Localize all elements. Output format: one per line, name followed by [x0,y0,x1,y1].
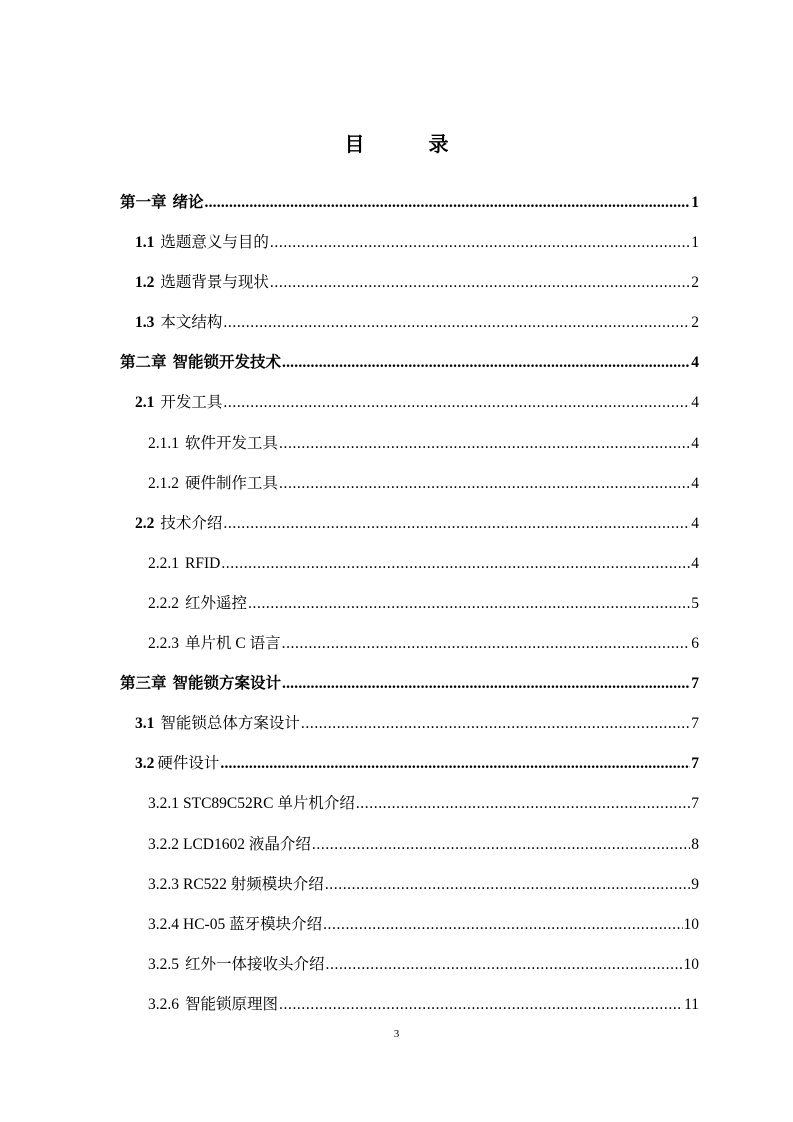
toc-page-number: 5 [691,594,699,612]
toc-entry-3-2-6[interactable] [120,985,699,1025]
toc-leader-dots [282,624,691,664]
toc-page-number: 2 [691,274,699,292]
toc-entry-2-1-1[interactable] [120,424,699,464]
toc-entry-label: 第一章 绪论 [120,194,204,211]
toc-page-number: 1 [691,194,699,211]
toc-page-number: 7 [691,755,699,773]
toc-leader-dots [223,504,690,544]
toc-entry-label: 3.2.2 LCD1602 液晶介绍 [148,835,311,853]
toc-entry-2-1[interactable] [120,383,699,423]
toc-entry-label: 2.1 开发工具 [135,394,223,412]
toc-page-number: 9 [691,875,699,893]
toc-entry-label: 3.2.6 智能锁原理图 [148,995,279,1013]
toc-entry-label: 3.2.3 RC522 射频模块介绍 [148,875,324,893]
toc-entry-label: 3.2.4 HC-05 蓝牙模块介绍 [148,915,323,933]
toc-page-number: 7 [691,795,699,813]
toc-entry-3-1[interactable] [120,704,699,744]
toc-leader-dots [279,985,683,1025]
toc-leader-dots [223,383,690,423]
toc-entry-label: 3.2 硬件设计 [135,755,220,773]
toc-entry-label: 第二章 智能锁开发技术 [120,354,282,372]
toc-page-number: 7 [691,675,699,693]
toc-entry-chapter-3[interactable] [120,664,699,704]
toc-leader-dots [282,343,690,383]
footer-page-number: 3 [393,1028,400,1040]
toc-entry-2-2-1[interactable] [120,544,699,584]
toc-page-number: 4 [691,474,699,492]
toc-page-number: 4 [691,354,699,372]
toc-entry-1-2[interactable] [120,263,699,303]
toc-entry-label: 3.2.1 STC89C52RC 单片机介绍 [148,795,355,813]
toc-leader-dots [223,303,690,343]
toc-entry-3-2-1[interactable] [120,784,699,824]
toc-page-number: 7 [691,715,699,733]
toc-leader-dots [282,664,690,704]
toc-entry-2-1-2[interactable] [120,464,699,504]
toc-entry-label: 1.3 本文结构 [135,314,223,332]
toc-leader-dots [279,424,690,464]
toc-page-number: 4 [691,514,699,532]
toc-page-number: 8 [691,835,699,853]
toc-leader-dots [270,223,690,263]
toc-entry-2-2[interactable] [120,504,699,544]
toc-page-number: 10 [683,915,699,933]
toc-entry-2-2-3[interactable] [120,624,699,664]
toc-entry-label: 1.2 选题背景与现状 [135,274,269,292]
toc-leader-dots [356,784,690,824]
toc-entry-label: 2.1.1 软件开发工具 [148,434,279,452]
toc-entry-label: 1.1 选题意义与目的 [135,234,269,252]
toc-leader-dots [323,905,682,945]
toc-entry-label: 3.2.5 红外一体接收头介绍 [148,955,325,973]
toc-leader-dots [220,744,690,784]
toc-page-number: 2 [691,314,699,332]
toc-leader-dots [312,825,690,865]
toc-entry-chapter-2[interactable] [120,343,699,383]
toc-page-number: 10 [683,955,699,973]
toc-entry-2-2-2[interactable] [120,584,699,624]
toc-entry-label: 2.2 技术介绍 [135,514,223,532]
toc-entry-3-2-3[interactable] [120,865,699,905]
toc-leader-dots [248,584,690,624]
toc-page-number: 11 [684,995,699,1013]
toc-entry-label: 3.1 智能锁总体方案设计 [135,715,300,733]
toc-entry-3-2-2[interactable] [120,825,699,865]
toc-page-number: 4 [691,554,699,572]
toc-entry-label: 2.1.2 硬件制作工具 [148,474,279,492]
toc-leader-dots [205,183,691,223]
toc-leader-dots [270,263,690,303]
toc-entry-label: 2.2.2 红外遥控 [148,594,248,612]
toc-page-number: 1 [691,234,699,252]
toc-page-number: 6 [691,635,699,653]
toc-leader-dots [279,464,690,504]
toc-leader-dots [301,704,690,744]
toc-leader-dots [326,945,683,985]
toc-entry-3-2-5[interactable] [120,945,699,985]
toc-leader-dots [221,544,690,584]
toc-leader-dots [325,865,690,905]
table-of-contents [120,183,699,1025]
toc-page-number: 4 [691,434,699,452]
toc-entry-label: 2.2.1 RFID [148,554,221,572]
toc-entry-chapter-1[interactable] [120,183,699,223]
toc-entry-3-2-4[interactable] [120,905,699,945]
toc-entry-1-1[interactable] [120,223,699,263]
toc-entry-3-2[interactable] [120,744,699,784]
toc-entry-label: 第三章 智能锁方案设计 [120,675,282,693]
toc-entry-1-3[interactable] [120,303,699,343]
page-title: 目 录 [344,134,471,156]
toc-page-number: 4 [691,394,699,412]
toc-entry-label: 2.2.3 单片机 C 语言 [148,635,281,653]
